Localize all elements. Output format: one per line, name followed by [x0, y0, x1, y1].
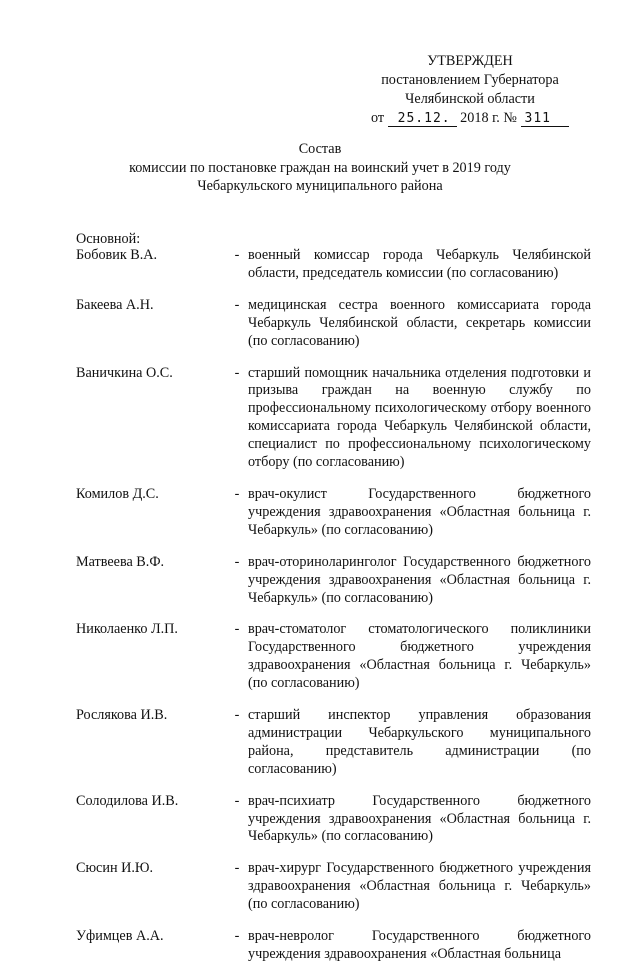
member-dash: -: [234, 707, 240, 724]
member-row: [76, 621, 591, 693]
member-role: врач-оториноларинголог Государственного бюджетного учреждения здравоохранения «Областная больница г. Чебаркуль» (по согласованию): [248, 553, 591, 606]
member-name: Рослякова И.В.: [76, 707, 168, 724]
member-row: [76, 928, 591, 964]
member-role: врач-хирург Государственного бюджетного учреждения здравоохранения «Областная больница г. Чебаркуль» (по согласованию): [248, 860, 591, 913]
member-dash: -: [234, 247, 240, 263]
document-title: [80, 140, 560, 196]
member-role: медицинская сестра военного комиссариата города Чебаркуль Челябинской области, секретарь комиссии (по согласованию): [248, 296, 591, 349]
member-dash: -: [234, 621, 240, 638]
approval-block: [360, 52, 580, 128]
member-role: врач-окулист Государственного бюджетного учреждения здравоохранения «Областная больница г. Чебаркуль» (по согласованию): [248, 485, 591, 538]
approval-line-2: Челябинской области: [405, 91, 535, 107]
member-name: Бобовик В.А.: [76, 247, 158, 263]
member-row: [76, 860, 591, 914]
title-line-1: Состав: [298, 141, 342, 157]
member-dash: -: [234, 928, 240, 945]
member-role: старший помощник начальника отделения подготовки и призыва граждан на военную службу по профессиональному психологическому отбору военного комиссариата города Чебаркуль Челябинской области, специалист по профессиональному психологическому отбору (по согласованию): [248, 364, 591, 471]
member-dash: -: [234, 296, 240, 313]
member-name: Солодилова И.В.: [76, 792, 179, 809]
member-name: Николаенко Л.П.: [76, 621, 178, 638]
approval-date-line: [360, 109, 580, 128]
member-role: военный комиссар города Чебаркуль Челябинской области, председатель комиссии (по согласованию): [248, 247, 591, 281]
approval-heading: УТВЕРЖДЕН: [427, 53, 513, 69]
members-list: [76, 247, 591, 978]
member-dash: -: [234, 860, 240, 877]
member-row: [76, 365, 591, 472]
member-row: [76, 297, 591, 351]
member-name: Матвеева В.Ф.: [76, 553, 165, 570]
member-name: Сюсин И.Ю.: [76, 860, 154, 877]
member-name: Бакеева А.Н.: [76, 296, 154, 313]
member-dash: -: [234, 485, 240, 502]
member-row: [76, 707, 591, 779]
member-role: врач-невролог Государственного бюджетного учреждения здравоохранения «Областная больница: [248, 928, 591, 962]
section-label: Основной:: [76, 231, 141, 247]
member-name: Уфимцев А.А.: [76, 928, 164, 945]
member-row: [76, 554, 591, 608]
approval-line-1: постановлением Губернатора: [381, 72, 559, 88]
member-name: Комилов Д.С.: [76, 485, 159, 502]
member-role: врач-стоматолог стоматологического поликлиники Государственного бюджетного учреждения здравоохранения «Областная больница г. Чебаркуль» (по согласованию): [248, 621, 591, 692]
member-row: [76, 793, 591, 847]
member-dash: -: [234, 364, 240, 381]
title-line-3: Чебаркульского муниципального района: [197, 178, 443, 194]
member-dash: -: [234, 792, 240, 809]
member-dash: -: [234, 553, 240, 570]
approval-date: 25.12.: [388, 112, 457, 127]
year-suffix: 2018 г. №: [460, 110, 517, 126]
member-row: [76, 486, 591, 540]
title-line-2: комиссии по постановке граждан на воинский учет в 2019 году: [129, 159, 511, 176]
member-role: врач-психиатр Государственного бюджетного учреждения здравоохранения «Областная больница г. Чебаркуль» (по согласованию): [248, 792, 591, 845]
member-name: Ваничкина О.С.: [76, 364, 173, 381]
date-prefix: от: [371, 110, 385, 126]
member-row: [76, 247, 591, 283]
approval-number: 311: [521, 112, 569, 127]
member-role: старший инспектор управления образования администрации Чебаркульского муниципального района, представитель администрации (по согласованию): [248, 707, 591, 777]
